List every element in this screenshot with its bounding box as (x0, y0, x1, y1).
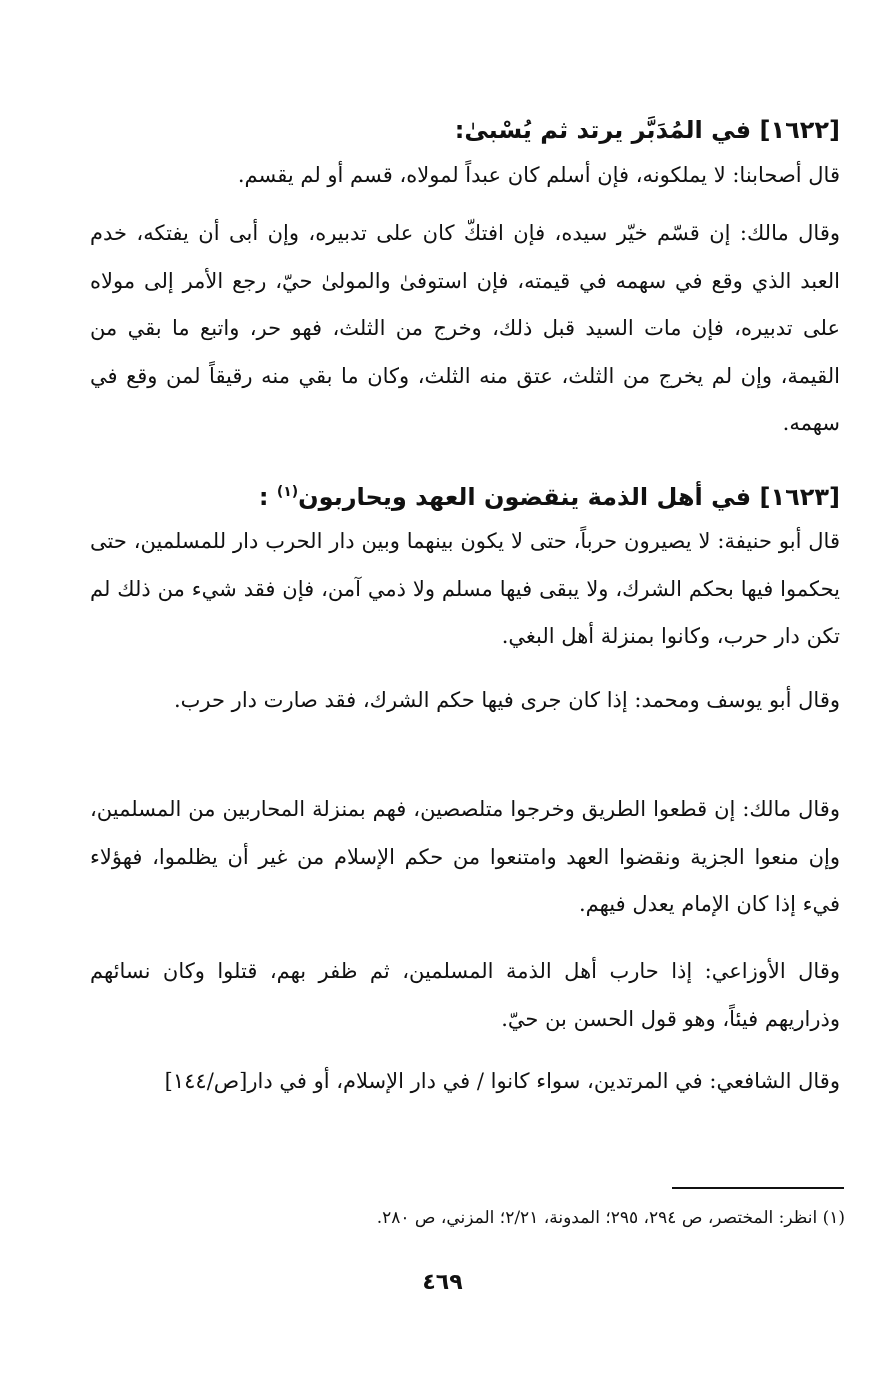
footnote: (١) انظر: المختصر، ص ٢٩٤، ٢٩٥؛ المدونة، ٢/٢١؛ المزني، ص ٢٨٠. (376, 1208, 845, 1228)
paragraph-text: قال أصحابنا: لا يملكونه، فإن أسلم كان عبداً لمولاه، قسم أو لم يقسم. (237, 163, 840, 187)
title-colon: : (258, 483, 269, 511)
section-title: في أهل الذمة ينقضون العهد ويحاربون (298, 483, 752, 511)
paragraph (90, 677, 840, 725)
section-1623 (90, 472, 840, 517)
paragraph-text: وقال أبو يوسف ومحمد: إذا كان جرى فيها حكم الشرك، فقد صارت دار حرب. (173, 688, 840, 712)
section-heading (90, 110, 840, 150)
page-number: ٤٦٩ (422, 1270, 463, 1295)
section-title: في المُدَبَّر يرتد ثم يُسْبىٰ: (454, 116, 752, 144)
footnote-rule (672, 1187, 844, 1189)
paragraph-text: وقال مالك: إن قطعوا الطريق وخرجوا متلصصين، فهم بمنزلة المحاربين من المسلمين، وإن منعوا الجزية ونقضوا العهد وامتنعوا من حكم الإسلام من غير أن يظلموا، فهؤلاء فيء إذا كان الإمام يعدل فيهم. (90, 797, 840, 916)
paragraph (90, 948, 840, 1043)
paragraph-text: وقال الشافعي: في المرتدين، سواء كانوا / في دار الإسلام، أو في دار[ص/١٤٤] (164, 1069, 840, 1093)
paragraph-continued (0, 1058, 840, 1106)
section-number: [١٦٢٢] (759, 116, 840, 144)
paragraph-text: وقال مالك: إن قسّم خيّر سيده، فإن افتكّ كان على تدبيره، وإن أبى أن يفتكه، خدم العبد الذي وقع في سهمه في قيمته، فإن استوفىٰ والمولىٰ حيّ، رجع الأمر إلى مولاه على تدبيره، فإن مات السيد قبل ذلك، وخرج من الثلث، فهو حر، واتبع ما بقي من القيمة، وإن لم يخرج من الثلث، عتق منه الثلث، وكان ما بقي منه رقيقاً لمن وقع في سهمه. (90, 221, 840, 435)
section-heading (90, 472, 840, 517)
section-number: [١٦٢٣] (759, 483, 840, 511)
section-1622 (90, 110, 840, 150)
paragraph (90, 518, 840, 661)
paragraph-text: قال أبو حنيفة: لا يصيرون حرباً، حتى لا يكون بينهما وبين دار الحرب دار للمسلمين، حتى يحكموا فيها بحكم الشرك، ولا يبقى فيها مسلم ولا ذمي آمن، فإن فقد شيء من ذلك لم تكن دار حرب، وكانوا بمنزلة أهل البغي. (90, 529, 840, 648)
footnote-ref: (١) (276, 484, 299, 500)
paragraph (90, 152, 840, 200)
paragraph (90, 786, 840, 929)
paragraph-text: وقال الأوزاعي: إذا حارب أهل الذمة المسلمين، ثم ظفر بهم، قتلوا وكان نسائهم وذراريهم فيئاً، وهو قول الحسن بن حيّ. (90, 959, 840, 1031)
paragraph (90, 210, 840, 448)
